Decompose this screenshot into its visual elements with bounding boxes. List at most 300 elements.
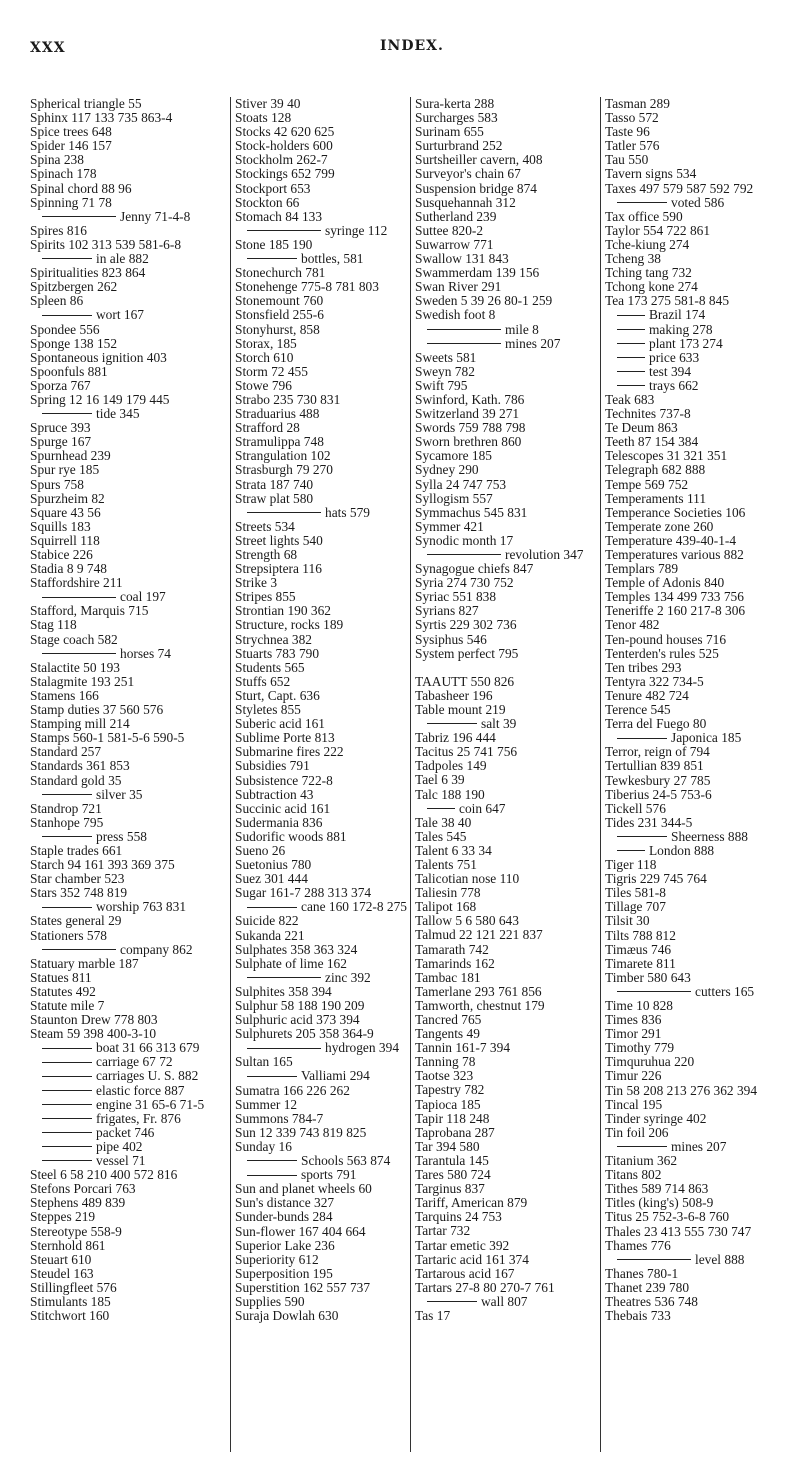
- entry-text: Ten-pound houses 716: [605, 632, 727, 647]
- entry-text: engine 31 65-6 71-5: [96, 1097, 205, 1112]
- index-entry: [235, 125, 408, 139]
- entry-text: System perfect 795: [415, 646, 519, 661]
- entry-text: Staple trades 661: [30, 843, 123, 858]
- entry-text: Spurnhead 239: [30, 449, 111, 464]
- entry-text: Brazil 174: [649, 308, 706, 323]
- entry-text: Stockport 653: [235, 181, 311, 196]
- index-entry: [30, 139, 225, 153]
- entry-text: Sudermania 836: [235, 815, 323, 830]
- entry-text: Tchong kone 274: [605, 280, 698, 295]
- index-entry: [235, 196, 408, 210]
- ditto-dash: [617, 343, 645, 344]
- entry-text: Stadia 8 9 748: [30, 562, 107, 577]
- entry-text: Spires 816: [30, 223, 87, 238]
- entry-text: Stillingfleet 576: [30, 1280, 117, 1295]
- entry-text: Spitzbergen 262: [30, 280, 118, 295]
- index-entry: [415, 252, 598, 266]
- index-entry: [415, 985, 598, 999]
- entry-text: sports 791: [301, 1168, 357, 1183]
- index-subentry: [30, 943, 225, 957]
- index-entry: [235, 731, 408, 745]
- index-entry: [30, 576, 225, 590]
- entry-text: frigates, Fr. 876: [96, 1111, 181, 1126]
- index-entry: [415, 703, 598, 717]
- ditto-dash: [617, 1146, 667, 1147]
- index-entry: [30, 534, 225, 548]
- entry-text: Stoats 128: [235, 111, 292, 126]
- index-entry: [30, 661, 225, 675]
- entry-text: price 633: [649, 350, 700, 365]
- index-entry: [235, 1267, 408, 1281]
- entry-text: Surcharges 583: [415, 111, 498, 126]
- entry-text: Spleen 86: [30, 294, 84, 309]
- entry-text: Talents 751: [415, 857, 477, 872]
- entry-text: boat 31 66 313 679: [96, 1041, 200, 1056]
- entry-text: Stationers 578: [30, 928, 107, 943]
- index-entry: [605, 999, 795, 1013]
- index-entry: [415, 421, 598, 435]
- entry-text: Surtsheiller cavern, 408: [415, 153, 543, 168]
- index-entry: [605, 802, 795, 816]
- index-entry: [605, 238, 795, 252]
- index-entry: [235, 914, 408, 928]
- index-entry: [30, 111, 225, 125]
- index-entry: [30, 520, 225, 534]
- index-entry: [30, 1309, 225, 1323]
- index-entry: [30, 1225, 225, 1239]
- index-entry: [235, 182, 408, 196]
- index-entry: [235, 633, 408, 647]
- index-entry: [415, 759, 598, 773]
- index-entry: [30, 774, 225, 788]
- entry-text: Sulphate of lime 162: [235, 956, 347, 971]
- entry-text: Syria 274 730 752: [415, 576, 514, 591]
- index-subentry: [235, 252, 408, 266]
- entry-text: Tapioca 185: [415, 1097, 481, 1112]
- index-entry: [605, 661, 795, 675]
- entry-text: Sulphuric acid 373 394: [235, 1013, 360, 1028]
- ditto-dash: [42, 907, 92, 908]
- index-entry: [235, 802, 408, 816]
- index-entry: [235, 844, 408, 858]
- entry-text: Sumatra 166 226 262: [235, 1083, 350, 1098]
- index-entry: [605, 252, 795, 266]
- entry-text: Tartar emetic 392: [415, 1238, 510, 1253]
- entry-text: Suberic acid 161: [235, 717, 325, 732]
- index-entry: [235, 1027, 408, 1041]
- entry-text: Tin 58 208 213 276 362 394: [605, 1083, 758, 1098]
- entry-text: Standard gold 35: [30, 773, 122, 788]
- entry-text: Strepsiptera 116: [235, 562, 322, 577]
- entry-text: Timor 291: [605, 1027, 662, 1042]
- entry-text: Terence 545: [605, 703, 671, 718]
- index-entry: [235, 449, 408, 463]
- entry-text: Stonyhurst, 858: [235, 322, 320, 337]
- entry-text: Timothy 779: [605, 1041, 675, 1056]
- entry-text: Sultan 165: [235, 1055, 293, 1070]
- entry-text: Strontian 190 362: [235, 604, 331, 619]
- entry-text: Subsidies 791: [235, 759, 310, 774]
- index-subentry: [605, 323, 795, 337]
- entry-text: Standrop 721: [30, 801, 102, 816]
- entry-text: Talc 188 190: [415, 787, 485, 802]
- index-subentry: [235, 900, 408, 914]
- entry-text: Sueno 26: [235, 843, 286, 858]
- entry-text: Sworn brethren 860: [415, 435, 522, 450]
- index-entry: [235, 492, 408, 506]
- entry-text: Sylla 24 747 753: [415, 477, 507, 492]
- entry-text: Statute mile 7: [30, 999, 105, 1013]
- entry-text: Timarete 811: [605, 956, 676, 971]
- index-entry: [30, 1013, 225, 1027]
- index-entry: [415, 886, 598, 900]
- index-entry: [235, 943, 408, 957]
- index-entry: [605, 97, 795, 111]
- index-entry: [605, 689, 795, 703]
- entry-text: Sukanda 221: [235, 928, 305, 943]
- index-entry: [415, 1041, 598, 1055]
- ditto-dash: [42, 1062, 92, 1063]
- entry-text: Spur rye 185: [30, 463, 100, 478]
- entry-text: Spinning 71 78: [30, 195, 112, 210]
- entry-text: Squirrell 118: [30, 533, 100, 548]
- index-entry: [30, 435, 225, 449]
- entry-text: Thanet 239 780: [605, 1280, 690, 1295]
- index-entry: [605, 675, 795, 689]
- entry-text: Talicotian nose 110: [415, 872, 520, 887]
- index-subentry: [30, 1126, 225, 1140]
- entry-text: Tewkesbury 27 785: [605, 773, 711, 788]
- entry-text: Titles (king's) 508-9: [605, 1196, 714, 1211]
- entry-text: Tabasheer 196: [415, 688, 493, 703]
- index-subentry: [30, 1084, 225, 1098]
- entry-text: horses 74: [120, 646, 171, 661]
- index-entry: [235, 308, 408, 322]
- index-entry: [235, 1309, 408, 1323]
- entry-text: Stone 185 190: [235, 237, 313, 252]
- entry-text: Stocks 42 620 625: [235, 125, 335, 140]
- entry-text: Stamens 166: [30, 688, 99, 703]
- ditto-dash: [247, 1048, 321, 1049]
- entry-text: Valliami 294: [301, 1069, 370, 1084]
- entry-text: Titans 802: [605, 1168, 662, 1183]
- entry-text: Strike 3: [235, 576, 278, 591]
- index-entry: [235, 1140, 408, 1154]
- index-entry: [415, 1112, 598, 1126]
- index-entry: [605, 1112, 795, 1126]
- index-subentry: [415, 337, 598, 351]
- index-entry: [30, 463, 225, 477]
- entry-text: Sura-kerta 288: [415, 97, 495, 111]
- entry-text: hydrogen 394: [325, 1041, 400, 1056]
- entry-text: Superposition 195: [235, 1266, 333, 1281]
- index-subentry: [30, 1154, 225, 1168]
- index-entry: [30, 689, 225, 703]
- index-entry: [30, 506, 225, 520]
- entry-text: Temperate zone 260: [605, 519, 714, 534]
- index-entry: [415, 1055, 598, 1069]
- index-entry: [235, 675, 408, 689]
- index-entry: [605, 167, 795, 181]
- entry-text: Japonica 185: [671, 731, 742, 746]
- index-entry: [415, 125, 598, 139]
- entry-text: Thanes 780-1: [605, 1266, 679, 1281]
- ditto-dash: [42, 597, 116, 598]
- entry-text: Spondee 556: [30, 322, 100, 337]
- entry-text: Spice trees 648: [30, 125, 112, 140]
- index-entry: [235, 478, 408, 492]
- index-entry: [415, 393, 598, 407]
- index-subentry: [605, 1140, 795, 1154]
- index-subentry: [235, 1154, 408, 1168]
- index-entry: [235, 294, 408, 308]
- entry-text: Temperance Societies 106: [605, 505, 746, 520]
- index-subentry: [30, 252, 225, 266]
- index-entry: [605, 633, 795, 647]
- entry-text: Stanhope 795: [30, 815, 104, 830]
- entry-text: Stonehenge 775-8 781 803: [235, 280, 379, 295]
- ditto-dash: [42, 1160, 92, 1161]
- entry-text: Stowe 796: [235, 378, 292, 393]
- entry-text: cutters 165: [695, 984, 755, 999]
- index-entry: [605, 788, 795, 802]
- entry-text: coin 647: [459, 801, 506, 816]
- entry-text: Strength 68: [235, 548, 298, 562]
- entry-text: Sycamore 185: [415, 449, 492, 464]
- entry-text: Titanium 362: [605, 1154, 678, 1169]
- index-entry: [415, 97, 598, 111]
- index-entry: [605, 1225, 795, 1239]
- index-column-2: [230, 97, 408, 1452]
- entry-text: Tamarath 742: [415, 942, 489, 957]
- entry-text: Ten tribes 293: [605, 660, 682, 675]
- entry-text: Suez 301 444: [235, 872, 308, 887]
- index-entry: [235, 393, 408, 407]
- index-entry: [235, 1126, 408, 1140]
- ditto-dash: [427, 1301, 477, 1302]
- entry-text: Tales 545: [415, 829, 467, 844]
- index-subentry: [235, 971, 408, 985]
- ditto-dash: [247, 230, 321, 231]
- entry-text: Tamworth, chestnut 179: [415, 998, 545, 1013]
- index-entry: [235, 520, 408, 534]
- index-entry: [235, 1098, 408, 1112]
- entry-text: company 862: [120, 942, 193, 957]
- entry-text: Thales 23 413 555 730 747: [605, 1224, 752, 1239]
- entry-text: Stage coach 582: [30, 632, 118, 647]
- index-entry: [605, 1027, 795, 1041]
- entry-text: Storch 610: [235, 350, 294, 365]
- entry-text: vessel 71: [96, 1154, 146, 1169]
- index-entry: [415, 971, 598, 985]
- ditto-dash: [42, 1076, 92, 1077]
- index-entry: [415, 478, 598, 492]
- index-entry: [30, 224, 225, 238]
- entry-text: Taprobana 287: [415, 1125, 495, 1140]
- entry-text: Stockton 66: [235, 195, 300, 210]
- entry-text: Stonechurch 781: [235, 266, 326, 281]
- entry-text: Star chamber 523: [30, 872, 125, 887]
- entry-text: Stockings 652 799: [235, 167, 335, 182]
- index-subentry: [415, 717, 598, 731]
- entry-text: Stockholm 262-7: [235, 153, 328, 168]
- entry-text: Tax office 590: [605, 209, 683, 224]
- entry-text: carriages U. S. 882: [96, 1069, 199, 1084]
- index-entry: [605, 463, 795, 477]
- index-entry: [235, 717, 408, 731]
- index-entry: [30, 1267, 225, 1281]
- entry-text: Thebais 733: [605, 1309, 671, 1324]
- entry-text: Stramulippa 748: [235, 435, 324, 450]
- entry-text: Timæus 746: [605, 942, 672, 957]
- entry-text: test 394: [649, 364, 692, 379]
- entry-text: Styletes 855: [235, 703, 301, 718]
- index-entry: [235, 858, 408, 872]
- entry-text: Staunton Drew 778 803: [30, 1013, 158, 1028]
- index-entry: [415, 449, 598, 463]
- index-entry: [235, 576, 408, 590]
- entry-text: Staffordshire 211: [30, 576, 123, 591]
- index-entry: [415, 618, 598, 632]
- entry-text: Sunday 16: [235, 1139, 292, 1154]
- entry-text: Times 836: [605, 1013, 662, 1028]
- index-entry: [235, 1281, 408, 1295]
- entry-text: Synodic month 17: [415, 533, 514, 548]
- entry-text: worship 763 831: [96, 900, 187, 915]
- index-entry: [235, 238, 408, 252]
- entry-text: Stereotype 558-9: [30, 1224, 122, 1239]
- ditto-dash: [247, 1076, 297, 1077]
- entry-text: Tartarous acid 167: [415, 1266, 515, 1281]
- entry-text: Telegraph 682 888: [605, 463, 706, 478]
- index-entry: [30, 167, 225, 181]
- entry-text: Stamping mill 214: [30, 717, 130, 732]
- entry-text: Stars 352 748 819: [30, 886, 128, 901]
- entry-text: Surinam 655: [415, 125, 484, 140]
- entry-text: Temples 134 499 733 756: [605, 590, 744, 605]
- index-entry: [605, 647, 795, 661]
- entry-text: Tau 550: [605, 153, 649, 168]
- entry-text: Superiority 612: [235, 1252, 319, 1267]
- entry-text: Tiger 118: [605, 858, 657, 873]
- index-entry: [30, 872, 225, 886]
- entry-text: salt 39: [481, 717, 517, 732]
- entry-text: syringe 112: [325, 223, 388, 238]
- entry-text: Tenterden's rules 525: [605, 646, 719, 661]
- index-entry: [415, 111, 598, 125]
- index-entry: [605, 759, 795, 773]
- entry-text: Teak 683: [605, 392, 655, 407]
- ditto-dash: [617, 1259, 691, 1260]
- index-entry: [605, 872, 795, 886]
- index-entry: [415, 999, 598, 1013]
- entry-text: Structure, rocks 189: [235, 618, 344, 633]
- index-entry: [235, 999, 408, 1013]
- entry-text: Stag 118: [30, 618, 77, 633]
- index-entry: [30, 1210, 225, 1224]
- entry-text: Sporza 767: [30, 378, 91, 393]
- entry-text: Tancred 765: [415, 1013, 482, 1027]
- entry-text: Tcheng 38: [605, 252, 661, 267]
- entry-text: Schools 563 874: [301, 1154, 391, 1169]
- index-entry: [415, 914, 598, 928]
- index-entry: [605, 280, 795, 294]
- entry-text: Taxes 497 579 587 592 792: [605, 181, 754, 196]
- ditto-dash: [617, 991, 691, 992]
- index-entry: [235, 266, 408, 280]
- entry-text: Tangents 49: [415, 1027, 480, 1042]
- entry-text: Stalagmite 193 251: [30, 674, 135, 689]
- index-entry: [605, 407, 795, 421]
- entry-text: Swords 759 788 798: [415, 421, 526, 436]
- entry-text: Stonemount 760: [235, 294, 324, 309]
- ditto-dash: [247, 512, 321, 513]
- entry-text: Storm 72 455: [235, 364, 308, 379]
- index-entry: [30, 1239, 225, 1253]
- index-entry: [30, 548, 225, 562]
- entry-text: zinc 392: [325, 970, 371, 985]
- index-entry: [30, 379, 225, 393]
- entry-text: wall 807: [481, 1294, 528, 1309]
- ditto-dash: [42, 836, 92, 837]
- index-entry: [415, 1126, 598, 1140]
- entry-text: Spontaneous ignition 403: [30, 350, 167, 365]
- index-entry: [415, 689, 598, 703]
- entry-text: Switzerland 39 271: [415, 407, 520, 422]
- entry-text: Sun's distance 327: [235, 1196, 335, 1211]
- index-entry: [235, 167, 408, 181]
- index-entry: [235, 153, 408, 167]
- entry-text: Square 43 56: [30, 505, 101, 520]
- entry-text: Stomach 84 133: [235, 209, 323, 224]
- index-entry: [415, 928, 598, 942]
- index-entry: [415, 1027, 598, 1041]
- entry-text: Tares 580 724: [415, 1168, 491, 1183]
- index-subentry: [30, 407, 225, 421]
- index-entry: [235, 1295, 408, 1309]
- entry-text: Tenor 482: [605, 618, 660, 633]
- entry-text: Spurs 758: [30, 477, 84, 492]
- entry-text: Tiles 581-8: [605, 886, 666, 901]
- entry-text: hats 579: [325, 505, 371, 520]
- entry-text: Tartars 27-8 80 270-7 761: [415, 1280, 555, 1295]
- index-entry: [415, 365, 598, 379]
- index-entry: [605, 1126, 795, 1140]
- index-entry: [415, 731, 598, 745]
- entry-text: Tartaric acid 161 374: [415, 1252, 529, 1267]
- index-entry: [235, 745, 408, 759]
- index-entry: [605, 1309, 795, 1323]
- entry-text: Statutes 492: [30, 984, 96, 999]
- index-entry: [605, 1013, 795, 1027]
- entry-text: Thames 776: [605, 1238, 671, 1253]
- entry-text: Suspension bridge 874: [415, 181, 537, 196]
- entry-text: Spiritualities 823 864: [30, 266, 146, 281]
- index-entry: [415, 492, 598, 506]
- index-entry: [415, 520, 598, 534]
- entry-text: Stuffs 652: [235, 674, 291, 689]
- entry-text: Tasso 572: [605, 111, 659, 126]
- entry-text: Taylor 554 722 861: [605, 223, 711, 238]
- index-entry: [415, 266, 598, 280]
- entry-text: Tea 173 275 581-8 845: [605, 294, 730, 309]
- entry-text: Temperatures various 882: [605, 548, 744, 562]
- entry-text: Submarine fires 222: [235, 745, 344, 760]
- index-entry: [605, 492, 795, 506]
- index-entry: [605, 224, 795, 238]
- entry-text: Teneriffe 2 160 217-8 306: [605, 604, 746, 619]
- index-entry: [605, 774, 795, 788]
